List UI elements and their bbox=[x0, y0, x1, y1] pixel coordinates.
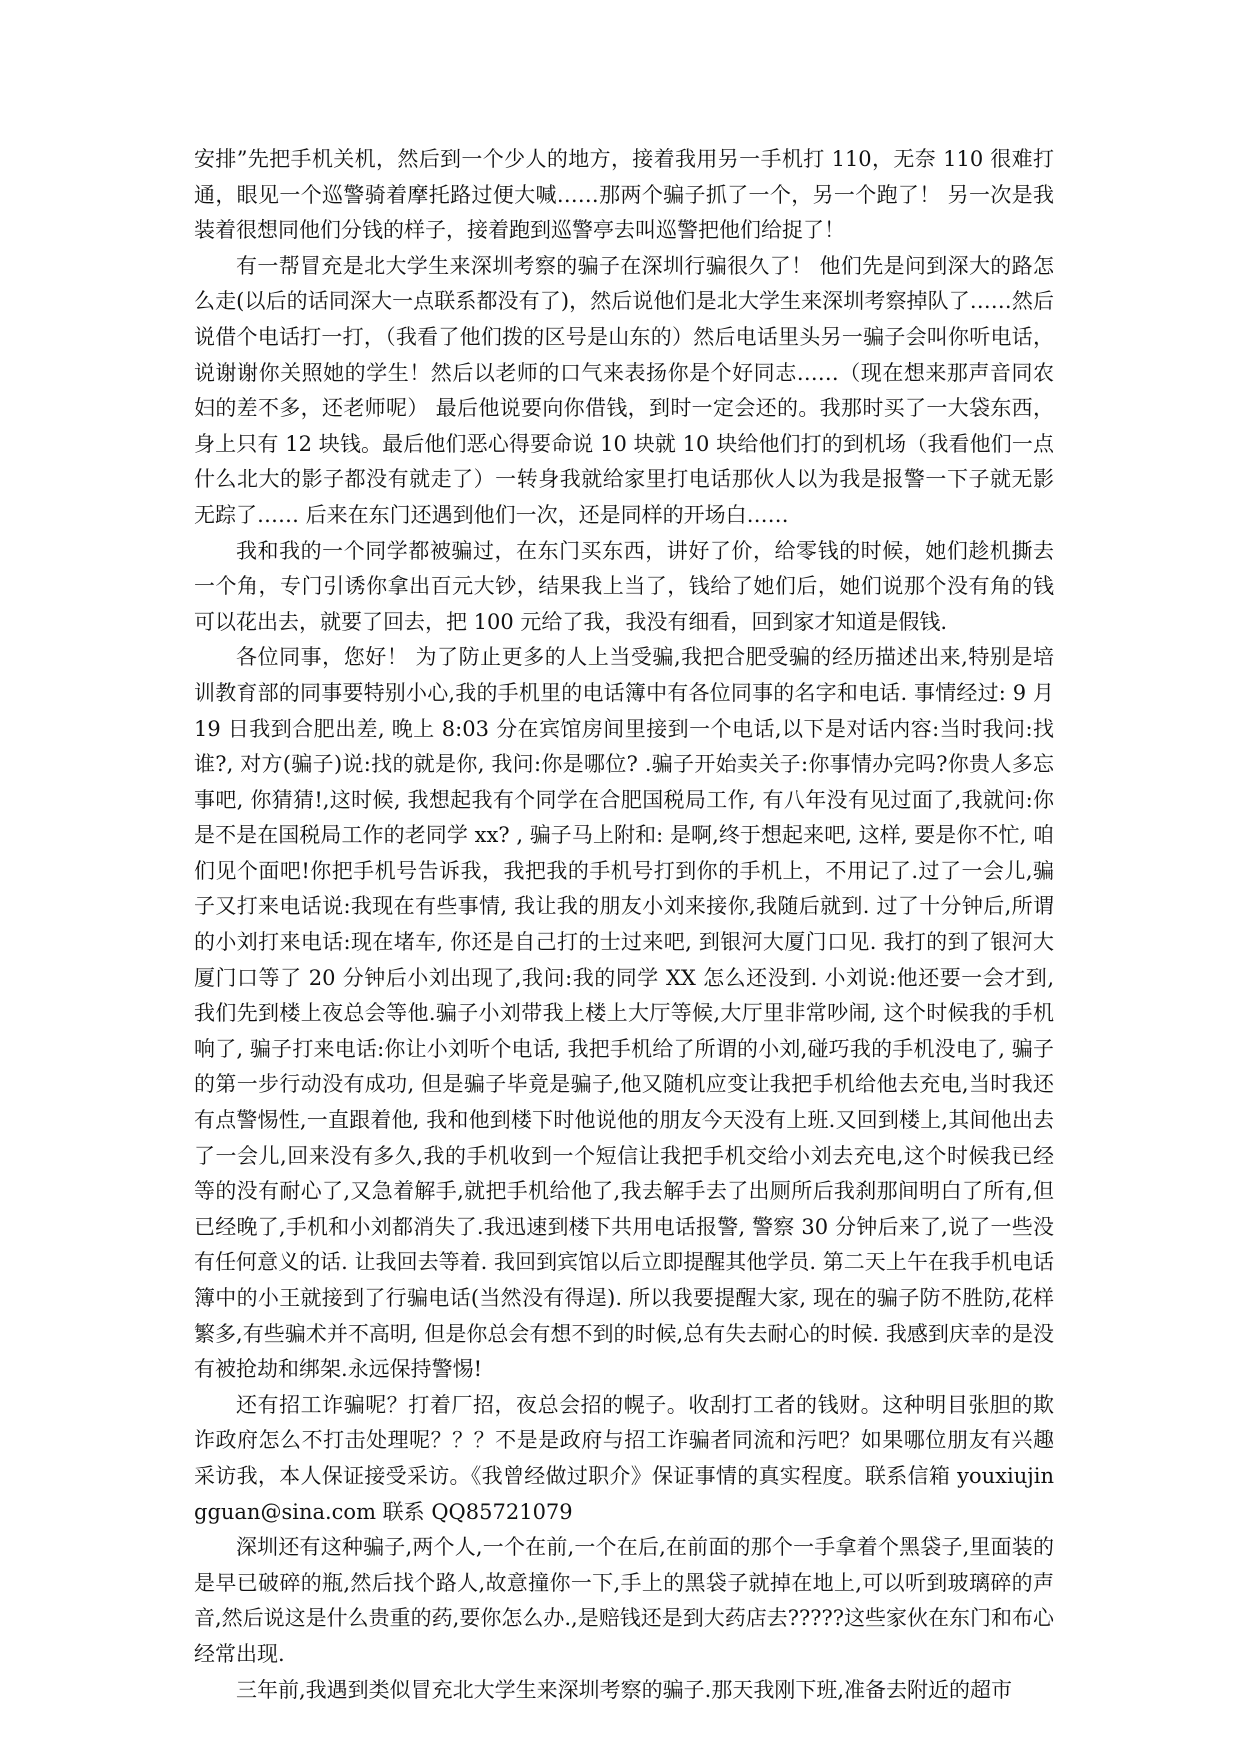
paragraph-1: 安排”先把手机关机，然后到一个少人的地方，接着我用另一手机打 110，无奈 110 很难打通，眼见一个巡警骑着摩托路过便大喊……那两个骗子抓了一个，另一个跑了！ 另一次是我装着很想同他们分钱的样子，接着跑到巡警亭去叫巡警把他们给捉了！ bbox=[194, 147, 1054, 243]
paragraph-3: 我和我的一个同学都被骗过，在东门买东西，讲好了价，给零钱的时候，她们趁机撕去一个角，专门引诱你拿出百元大钞，结果我上当了，钱给了她们后，她们说那个没有角的钱可以花出去，就要了回去，把 100 元给了我，我没有细看，回到家才知道是假钱. bbox=[194, 538, 1054, 634]
paragraph-4: 各位同事，您好！ 为了防止更多的人上当受骗,我把合肥受骗的经历描述出来,特别是培训教育部的同事要特别小心,我的手机里的电话簿中有各位同事的名字和电话. 事情经过: 9 月 19 日我到合肥出差, 晚上 8:03 分在宾馆房间里接到一个电话,以下是对话内容:当时我问:找谁?, 对方(骗子)说:找的就是你, 我问:你是哪位? .骗子开始卖关子:你事情办完吗?你贵人多忘事吧, 你猜猜!,这时候, 我想起我有个同学在合肥国税局工作, 有八年没有见过面了,我就问:你是不是在国税局工作的老同学 xx? , 骗子马上附和: 是啊,终于想起来吧, 这样, 要是你不忙, 咱们见个面吧!你把手机号告诉我，我把我的手机号打到你的手机上，不用记了.过了一会儿,骗子又打来电话说:我现在有些事情, 我让我的朋友小刘来接你,我随后就到. 过了十分钟后,所谓的小刘打来电话:现在堵车, 你还是自己打的士过来吧, 到银河大厦门口见. 我打的到了银河大厦门口等了 20 分钟后小刘出现了,我问:我的同学 XX 怎么还没到. 小刘说:他还要一会才到, 我们先到楼上夜总会等他.骗子小刘带我上楼上大厅等候,大厅里非常吵闹, 这个时候我的手机响了, 骗子打来电话:你让小刘听个电话, 我把手机给了所谓的小刘,碰巧我的手机没电了, 骗子的第一步行动没有成功, 但是骗子毕竟是骗子,他又随机应变让我把手机给他去充电,当时我还有点警惕性,一直跟着他, 我和他到楼下时他说他的朋友今天没有上班.又回到楼上,其间他出去了一会儿,回来没有多久,我的手机收到一个短信让我把手机交给小刘去充电,这个时候我已经等的没有耐心了,又急着解手,就把手机给他了,我去解手去了出厕所后我刹那间明白了所有,但已经晚了,手机和小刘都消失了.我迅速到楼下共用电话报警, 警察 30 分钟后来了,说了一些没有任何意义的话. 让我回去等着. 我回到宾馆以后立即提醒其他学员. 第二天上午在我手机电话簿中的小王就接到了行骗电话(当然没有得逞). 所以我要提醒大家, 现在的骗子防不胜防,花样繁多,有些骗术并不高明, 但是你总会有想不到的时候,总有失去耐心的时候. 我感到庆幸的是没有被抢劫和绑架.永远保持警惕! bbox=[194, 645, 1054, 1382]
paragraph-5: 还有招工诈骗呢？打着厂招，夜总会招的幌子。收刮打工者的钱财。这种明目张胆的欺诈政府怎么不打击处理呢？？？不是是政府与招工诈骗者同流和污吧？如果哪位朋友有兴趣采访我，本人保证接受采访。《我曾经做过职介》保证事情的真实程度。联系信箱 youxiujingguan@sina.com 联系 QQ85721079 bbox=[194, 1392, 1054, 1524]
paragraph-7: 三年前,我遇到类似冒充北大学生来深圳考察的骗子.那天我刚下班,准备去附近的超市 bbox=[236, 1677, 1013, 1702]
paragraph-2: 有一帮冒充是北大学生来深圳考察的骗子在深圳行骗很久了！ 他们先是问到深大的路怎么走(以后的话同深大一点联系都没有了)，然后说他们是北大学生来深圳考察掉队了……然后说借个电话打一打，（我看了他们拨的区号是山东的）然后电话里头另一骗子会叫你听电话，说谢谢你关照她的学生！然后以老师的口气来表扬你是个好同志……（现在想来那声音同农妇的差不多，还老师呢） 最后他说要向你借钱，到时一定会还的。我那时买了一大袋东西，身上只有 12 块钱。最后他们恶心得要命说 10 块就 10 块给他们打的到机场（我看他们一点什么北大的影子都没有就走了）一转身我就给家里打电话那伙人以为我是报警一下子就无影无踪了…… 后来在东门还遇到他们一次，还是同样的开场白…… bbox=[194, 253, 1054, 527]
document-body bbox=[194, 142, 1054, 1708]
paragraph-6: 深圳还有这种骗子,两个人,一个在前,一个在后,在前面的那个一手拿着个黑袋子,里面装的是早已破碎的瓶,然后找个路人,故意撞你一下,手上的黑袋子就掉在地上,可以听到玻璃碎的声音,然后说这是什么贵重的药,要你怎么办.,是赔钱还是到大药店去?????这些家伙在东门和布心经常出现. bbox=[194, 1535, 1054, 1666]
